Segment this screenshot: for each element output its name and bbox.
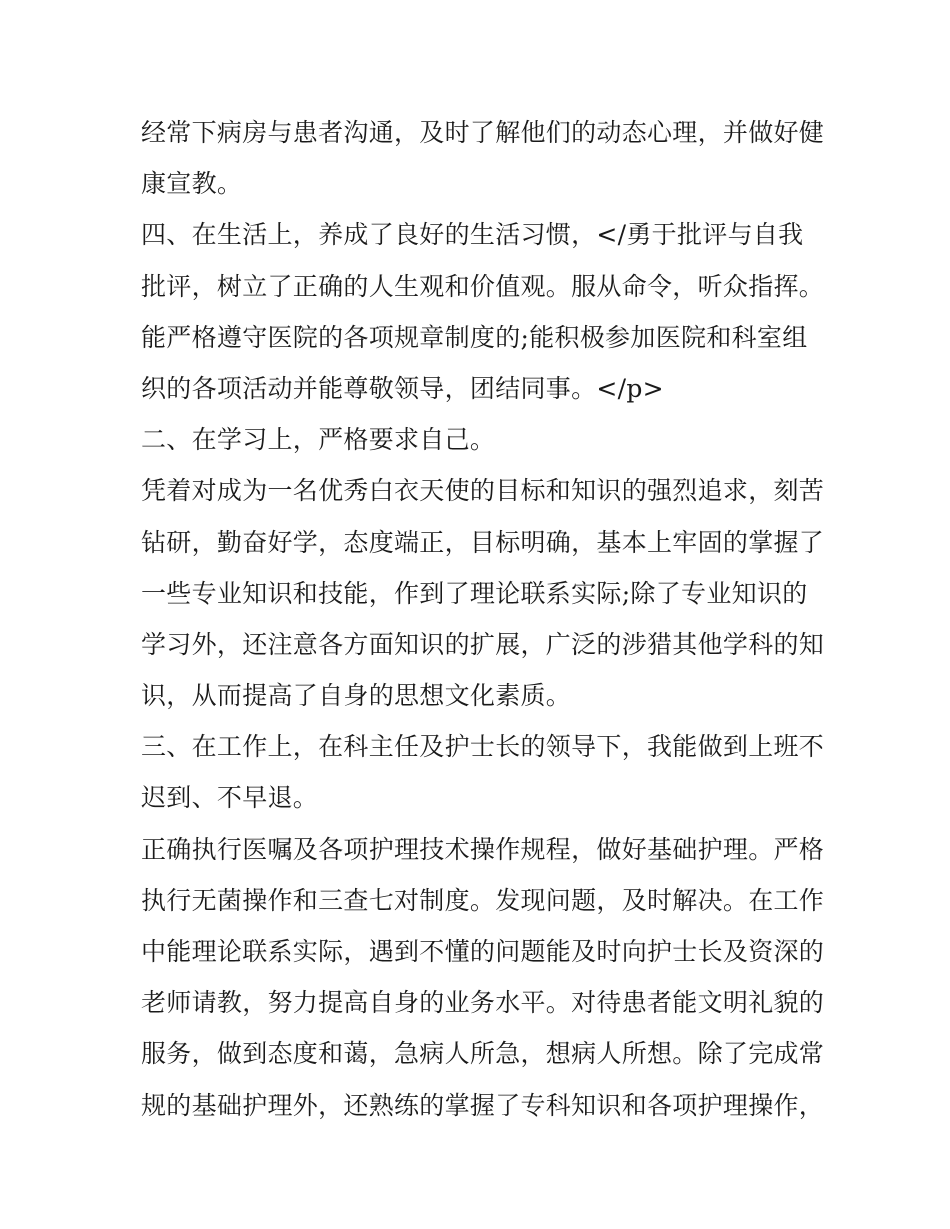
text-line: 学习外，还注意各方面知识的扩展，广泛的涉猎其他学科的知 — [141, 629, 825, 659]
text-line: 服务，做到态度和蔼，急病人所急，想病人所想。除了完成常 — [141, 1039, 825, 1069]
text-line: 规的基础护理外，还熟练的掌握了专科知识和各项护理操作， — [141, 1090, 825, 1120]
text-line: 中能理论联系实际，遇到不懂的问题能及时向护士长及资深的 — [141, 937, 825, 966]
text-line: 经常下病房与患者沟通，及时了解他们的动态心理，并做好健 — [141, 118, 825, 147]
text-line: 织的各项活动并能尊敬领导，团结同事。</p> — [141, 373, 664, 403]
text-line: 凭着对成为一名优秀白衣天使的目标和知识的强烈追求，刻苦 — [141, 476, 825, 506]
text-line: 四、在生活上，养成了良好的生活习惯，</勇于批评与自我 — [141, 220, 804, 250]
text-line: 三、在工作上，在科主任及护士长的领导下，我能做到上班不 — [141, 732, 825, 762]
text-line: 批评，树立了正确的人生观和价值观。服从命令，听众指挥。 — [141, 271, 825, 301]
text-line: 执行无菌操作和三查七对制度。发现问题，及时解决。在工作 — [141, 885, 825, 915]
text-line: 二、在学习上，严格要求自己。 — [141, 425, 496, 455]
text-line: 老师请教，努力提高自身的业务水平。对待患者能文明礼貌的 — [141, 988, 825, 1018]
text-line: 能严格遵守医院的各项规章制度的;能积极参加医院和科室组 — [141, 322, 808, 352]
text-line: 一些专业知识和技能，作到了理论联系实际;除了专业知识的 — [141, 578, 808, 608]
text-line: 正确执行医嘱及各项护理技术操作规程，做好基础护理。严格 — [141, 834, 825, 864]
text-line: 迟到、不早退。 — [141, 783, 319, 813]
body-text — [141, 107, 825, 1131]
text-line: 钻研，勤奋好学，态度端正，目标明确，基本上牢固的掌握了 — [141, 527, 825, 557]
text-line: 识，从而提高了自身的思想文化素质。 — [141, 681, 572, 711]
text-line: 康宣教。 — [141, 169, 243, 199]
